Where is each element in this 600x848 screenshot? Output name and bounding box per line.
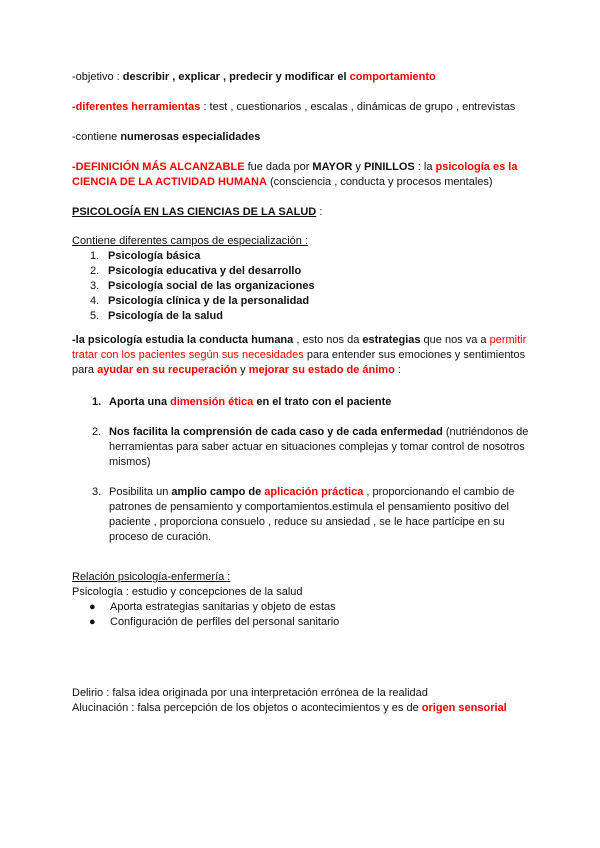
conducta-text-2: que nos va a — [420, 334, 490, 346]
list-item — [72, 294, 534, 309]
definicion-label: -DEFINICIÓN MÁS ALCANZABLE — [72, 161, 245, 173]
definicion-text-2: y — [352, 161, 364, 173]
definicion-text-4: (consciencia , conducta y procesos mentales) — [266, 176, 493, 188]
bullet-icon: ● — [89, 616, 96, 628]
list-number: 1. — [90, 250, 100, 262]
author-mayor: MAYOR — [312, 161, 353, 173]
list-label: Psicología social de las organizaciones — [108, 280, 315, 292]
definicion-text-1: fue dada por — [244, 161, 313, 173]
relacion-bullets — [72, 600, 534, 630]
especialidades-prefix: -contiene — [72, 131, 121, 143]
list-item — [72, 485, 534, 545]
aporte-3-bold: amplio campo de — [171, 486, 265, 498]
relacion-line: Psicología : estudio y concepciones de la salud — [72, 586, 303, 598]
conducta-text-5: : — [394, 364, 401, 376]
conducta-text-4: y — [237, 364, 249, 376]
list-item — [72, 615, 534, 630]
list-item — [72, 309, 534, 324]
objetivo-keyword: comportamiento — [349, 71, 436, 83]
relacion-title: Relación psicología-enfermería : — [72, 571, 231, 583]
conducta-lead: -la psicología estudia la conducta humana — [72, 334, 294, 346]
conducta-estrategias: estrategias — [362, 334, 421, 346]
campos-list — [72, 249, 534, 324]
list-item — [72, 249, 534, 264]
objetivo-verbs: describir , explicar , predecir y modificar el — [122, 71, 350, 83]
aporte-2-bold: Nos facilita la comprensión de cada caso y de cada enfermedad — [109, 426, 443, 438]
especialidades-line — [72, 130, 534, 145]
list-label: Psicología educativa y del desarrollo — [108, 265, 302, 277]
objetivo-label: -objetivo : — [72, 71, 123, 83]
relacion-section — [72, 570, 534, 630]
delirio-line — [72, 686, 534, 701]
aportes-list — [72, 395, 534, 545]
alucinacion-highlight: origen sensorial — [421, 702, 507, 714]
list-number: 3. — [90, 280, 100, 292]
list-item — [72, 264, 534, 279]
section-heading-suffix: : — [316, 206, 323, 218]
author-pinillos: PINILLOS — [363, 161, 415, 173]
conducta-highlight-3: mejorar su estado de ánimo — [248, 364, 395, 376]
conducta-highlight-1: permitir tratar con los pacientes según sus necesidades — [72, 334, 527, 361]
list-label: Psicología básica — [108, 250, 201, 262]
section-heading-salud — [72, 205, 534, 220]
conducta-highlight-2: ayudar en su recuperación — [97, 364, 238, 376]
list-number: 5. — [90, 310, 100, 322]
list-number: 2. — [90, 265, 100, 277]
conducta-paragraph — [72, 333, 534, 378]
aporte-1-highlight: dimensión ética — [170, 396, 254, 408]
campos-section — [72, 234, 534, 324]
list-number: 4. — [90, 295, 100, 307]
delirio-text: Delirio : falsa idea originada por una interpretación errónea de la realidad — [72, 687, 428, 699]
list-label: Aporta estrategias sanitarias y objeto de estas — [110, 601, 336, 613]
list-number: 1. — [92, 396, 102, 408]
aportes-ol — [72, 395, 534, 545]
list-number: 2. — [92, 426, 102, 438]
alucinacion-line — [72, 701, 534, 716]
aporte-1-text-1: Aporta una — [109, 396, 171, 408]
objetivo-line — [72, 70, 534, 85]
herramientas-list: : test , cuestionarios , escalas , dinámicas de grupo , entrevistas — [200, 101, 516, 113]
definicion-paragraph — [72, 160, 534, 190]
aporte-3-text-1: Posibilita un — [109, 486, 172, 498]
list-item — [72, 395, 534, 410]
list-label: Configuración de perfiles del personal sanitario — [110, 616, 340, 628]
alucinacion-text: Alucinación : falsa percepción de los objetos o acontecimientos y es de — [72, 702, 422, 714]
conducta-text-1: , esto nos da — [293, 334, 363, 346]
list-item — [72, 600, 534, 615]
list-number: 3. — [92, 486, 102, 498]
herramientas-line — [72, 100, 534, 115]
list-item — [72, 425, 534, 470]
definicion-highlight: psicología es la CIENCIA DE LA ACTIVIDAD HUMANA — [72, 161, 518, 188]
campos-title: Contiene diferentes campos de especialización : — [72, 235, 309, 247]
aporte-3-text-2: , proporcionando el cambio de patrones de pensamiento y comportamientos.estimula el pensamiento positivo del paciente , proporciona consuelo , reduce su ansiedad , se le hace partícipe en su proceso de curación. — [109, 486, 515, 543]
list-label: Psicología de la salud — [108, 310, 223, 322]
herramientas-label: -diferentes herramientas — [72, 101, 201, 113]
especialidades-bold: numerosas especialidades — [120, 131, 261, 143]
definicion-text-3: : la — [414, 161, 436, 173]
list-item — [72, 279, 534, 294]
list-label: Psicología clínica y de la personalidad — [108, 295, 310, 307]
aporte-3-highlight: aplicación práctica — [264, 486, 364, 498]
section-heading-text: PSICOLOGÍA EN LAS CIENCIAS DE LA SALUD — [72, 206, 317, 218]
aporte-2-text: (nutriéndonos de herramientas para saber actuar en situaciones complejas y tomar control de nosotros mismos) — [109, 426, 529, 468]
bullet-icon: ● — [89, 601, 96, 613]
aporte-1-text-2: en el trato con el paciente — [253, 396, 392, 408]
conducta-text-3: para entender sus emociones y sentimientos para — [72, 349, 526, 376]
